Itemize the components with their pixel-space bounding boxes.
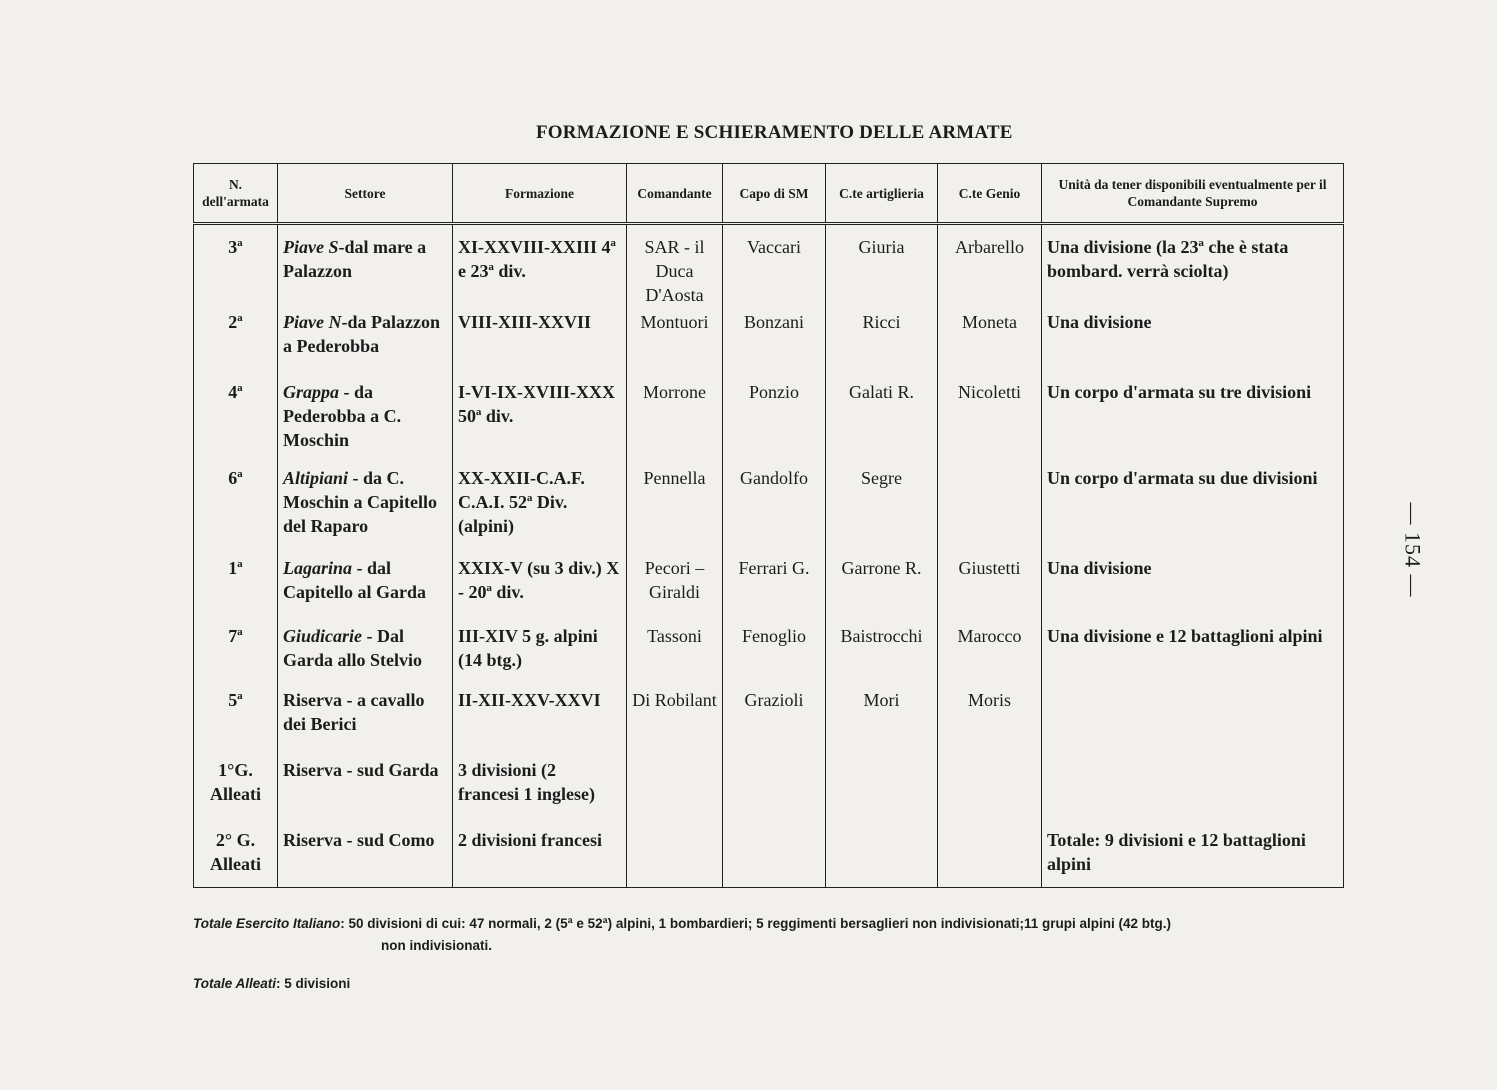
table-row — [194, 380, 1344, 466]
sector — [278, 224, 453, 310]
army-number: 3ª — [194, 224, 278, 310]
commander: Di Robilant — [627, 688, 723, 758]
table-row — [194, 310, 1344, 380]
sector-name: Altipiani — [283, 467, 349, 488]
engineers-commander — [938, 828, 1042, 888]
commander — [627, 758, 723, 828]
page-number-text: — 154 — — [1400, 502, 1425, 598]
header-army-number: N. dell'armata — [194, 164, 278, 224]
sector-name: Piave S — [283, 237, 339, 257]
sector — [278, 688, 453, 758]
sector-description: -dal mare a Palazzon — [283, 237, 427, 281]
chief-of-staff: Gandolfo — [723, 466, 826, 556]
engineers-commander: Marocco — [938, 624, 1042, 688]
sector-description: - Dal Garda allo Stelvio — [283, 625, 422, 670]
artillery-commander — [826, 828, 938, 888]
commander: Pennella — [627, 466, 723, 556]
artillery-commander: Segre — [826, 466, 938, 556]
page-number — [1372, 490, 1452, 610]
header-sector: Settore — [278, 164, 453, 224]
table-row — [194, 224, 1344, 310]
reserve-units: Un corpo d'armata su tre divisioni — [1042, 380, 1344, 466]
sector-description: - da Pederobba a C. Moschin — [283, 381, 402, 450]
footnote-continuation: non indivisionati. — [381, 938, 492, 953]
army-number: 6ª — [194, 466, 278, 556]
table-row — [194, 466, 1344, 556]
chief-of-staff — [723, 758, 826, 828]
table-row — [194, 688, 1344, 758]
artillery-commander — [826, 758, 938, 828]
reserve-units: Una divisione — [1042, 556, 1344, 624]
formation: III-XIV 5 g. alpini (14 btg.) — [453, 624, 627, 688]
artillery-commander: Baistrocchi — [826, 624, 938, 688]
sector-description: Riserva - sud Como — [283, 829, 435, 850]
engineers-commander: Moneta — [938, 310, 1042, 380]
engineers-commander: Nicoletti — [938, 380, 1042, 466]
chief-of-staff: Bonzani — [723, 310, 826, 380]
formation: II-XII-XXV-XXVI — [453, 688, 627, 758]
formation: VIII-XIII-XXVII — [453, 310, 627, 380]
formation: XXIX-V (su 3 div.) X - 20ª div. — [453, 556, 627, 624]
sector — [278, 758, 453, 828]
engineers-commander: Arbarello — [938, 224, 1042, 310]
formation: XI-XXVIII-XXIII 4ª e 23ª div. — [453, 224, 627, 310]
page-title: FORMAZIONE E SCHIERAMENTO DELLE ARMATE — [536, 122, 1013, 143]
reserve-units — [1042, 758, 1344, 828]
commander: Pecori – Giraldi — [627, 556, 723, 624]
engineers-commander — [938, 466, 1042, 556]
chief-of-staff: Grazioli — [723, 688, 826, 758]
header-formation: Formazione — [453, 164, 627, 224]
army-number: 4ª — [194, 380, 278, 466]
reserve-units: Una divisione (la 23ª che è stata bombard. verrà sciolta) — [1042, 224, 1344, 310]
reserve-units — [1042, 688, 1344, 758]
header-chief-of-staff: Capo di SM — [723, 164, 826, 224]
artillery-commander: Giuria — [826, 224, 938, 310]
sector — [278, 466, 453, 556]
army-number: 1°G. Alleati — [194, 758, 278, 828]
sector — [278, 310, 453, 380]
sector — [278, 380, 453, 466]
footnote-allies — [193, 976, 350, 991]
formation: XX-XXII-C.A.F. C.A.I. 52ª Div. (alpini) — [453, 466, 627, 556]
army-number: 1ª — [194, 556, 278, 624]
footnote2-text: : 5 divisioni — [276, 976, 351, 991]
header-reserve-units: Unità da tener disponibili eventualmente per il Comandante Supremo — [1042, 164, 1344, 224]
sector — [278, 828, 453, 888]
table-row — [194, 556, 1344, 624]
commander: Morrone — [627, 380, 723, 466]
sector-name: Lagarina — [283, 557, 353, 578]
artillery-commander: Garrone R. — [826, 556, 938, 624]
table-header-row — [194, 164, 1344, 224]
chief-of-staff: Fenoglio — [723, 624, 826, 688]
sector-description: - dal Capitello al Garda — [283, 557, 426, 602]
chief-of-staff: Ponzio — [723, 380, 826, 466]
reserve-units: Una divisione e 12 battaglioni alpini — [1042, 624, 1344, 688]
sector-description: -da Palazzon a Pederobba — [283, 311, 440, 356]
sector — [278, 624, 453, 688]
formation: I-VI-IX-XVIII-XXX 50ª div. — [453, 380, 627, 466]
army-number: 7ª — [194, 624, 278, 688]
armies-table — [193, 163, 1344, 888]
chief-of-staff: Vaccari — [723, 224, 826, 310]
chief-of-staff — [723, 828, 826, 888]
header-commander: Comandante — [627, 164, 723, 224]
formation: 3 divisioni (2 francesi 1 inglese) — [453, 758, 627, 828]
header-engineers-commander: C.te Genio — [938, 164, 1042, 224]
sector-name: Giudicarie — [283, 625, 362, 646]
artillery-commander: Mori — [826, 688, 938, 758]
footnote-label: Totale Esercito Italiano — [193, 916, 341, 931]
sector-description: Riserva - sud Garda — [283, 759, 439, 780]
engineers-commander: Moris — [938, 688, 1042, 758]
artillery-commander: Galati R. — [826, 380, 938, 466]
commander: Tassoni — [627, 624, 723, 688]
sector-name: Grappa — [283, 381, 340, 402]
footnote-italian-army — [193, 913, 1353, 957]
footnote2-label: Totale Alleati — [193, 976, 277, 991]
artillery-commander: Ricci — [826, 310, 938, 380]
chief-of-staff: Ferrari G. — [723, 556, 826, 624]
table-row — [194, 828, 1344, 888]
table-row — [194, 758, 1344, 828]
header-artillery-commander: C.te artiglieria — [826, 164, 938, 224]
army-number: 5ª — [194, 688, 278, 758]
formation: 2 divisioni francesi — [453, 828, 627, 888]
sector-description: Riserva - a cavallo dei Berici — [283, 689, 425, 734]
footnote-text: : 50 divisioni di cui: 47 normali, 2 (5ª e 52ª) alpini, 1 bombardieri; 5 reggimenti bersaglieri non indivisionati;11 grupi alpini (42 btg.) — [340, 916, 1171, 931]
commander — [627, 828, 723, 888]
engineers-commander — [938, 758, 1042, 828]
sector-name: Piave N — [283, 311, 342, 332]
commander: SAR - il Duca D'Aosta — [627, 224, 723, 310]
sector-description: - da C. Moschin a Capitello del Raparo — [283, 467, 438, 536]
commander: Montuori — [627, 310, 723, 380]
sector — [278, 556, 453, 624]
reserve-units: Una divisione — [1042, 310, 1344, 380]
reserve-units: Totale: 9 divisioni e 12 battaglioni alpini — [1042, 828, 1344, 888]
reserve-units: Un corpo d'armata su due divisioni — [1042, 466, 1344, 556]
army-number: 2° G. Alleati — [194, 828, 278, 888]
engineers-commander: Giustetti — [938, 556, 1042, 624]
table-row — [194, 624, 1344, 688]
army-number: 2ª — [194, 310, 278, 380]
